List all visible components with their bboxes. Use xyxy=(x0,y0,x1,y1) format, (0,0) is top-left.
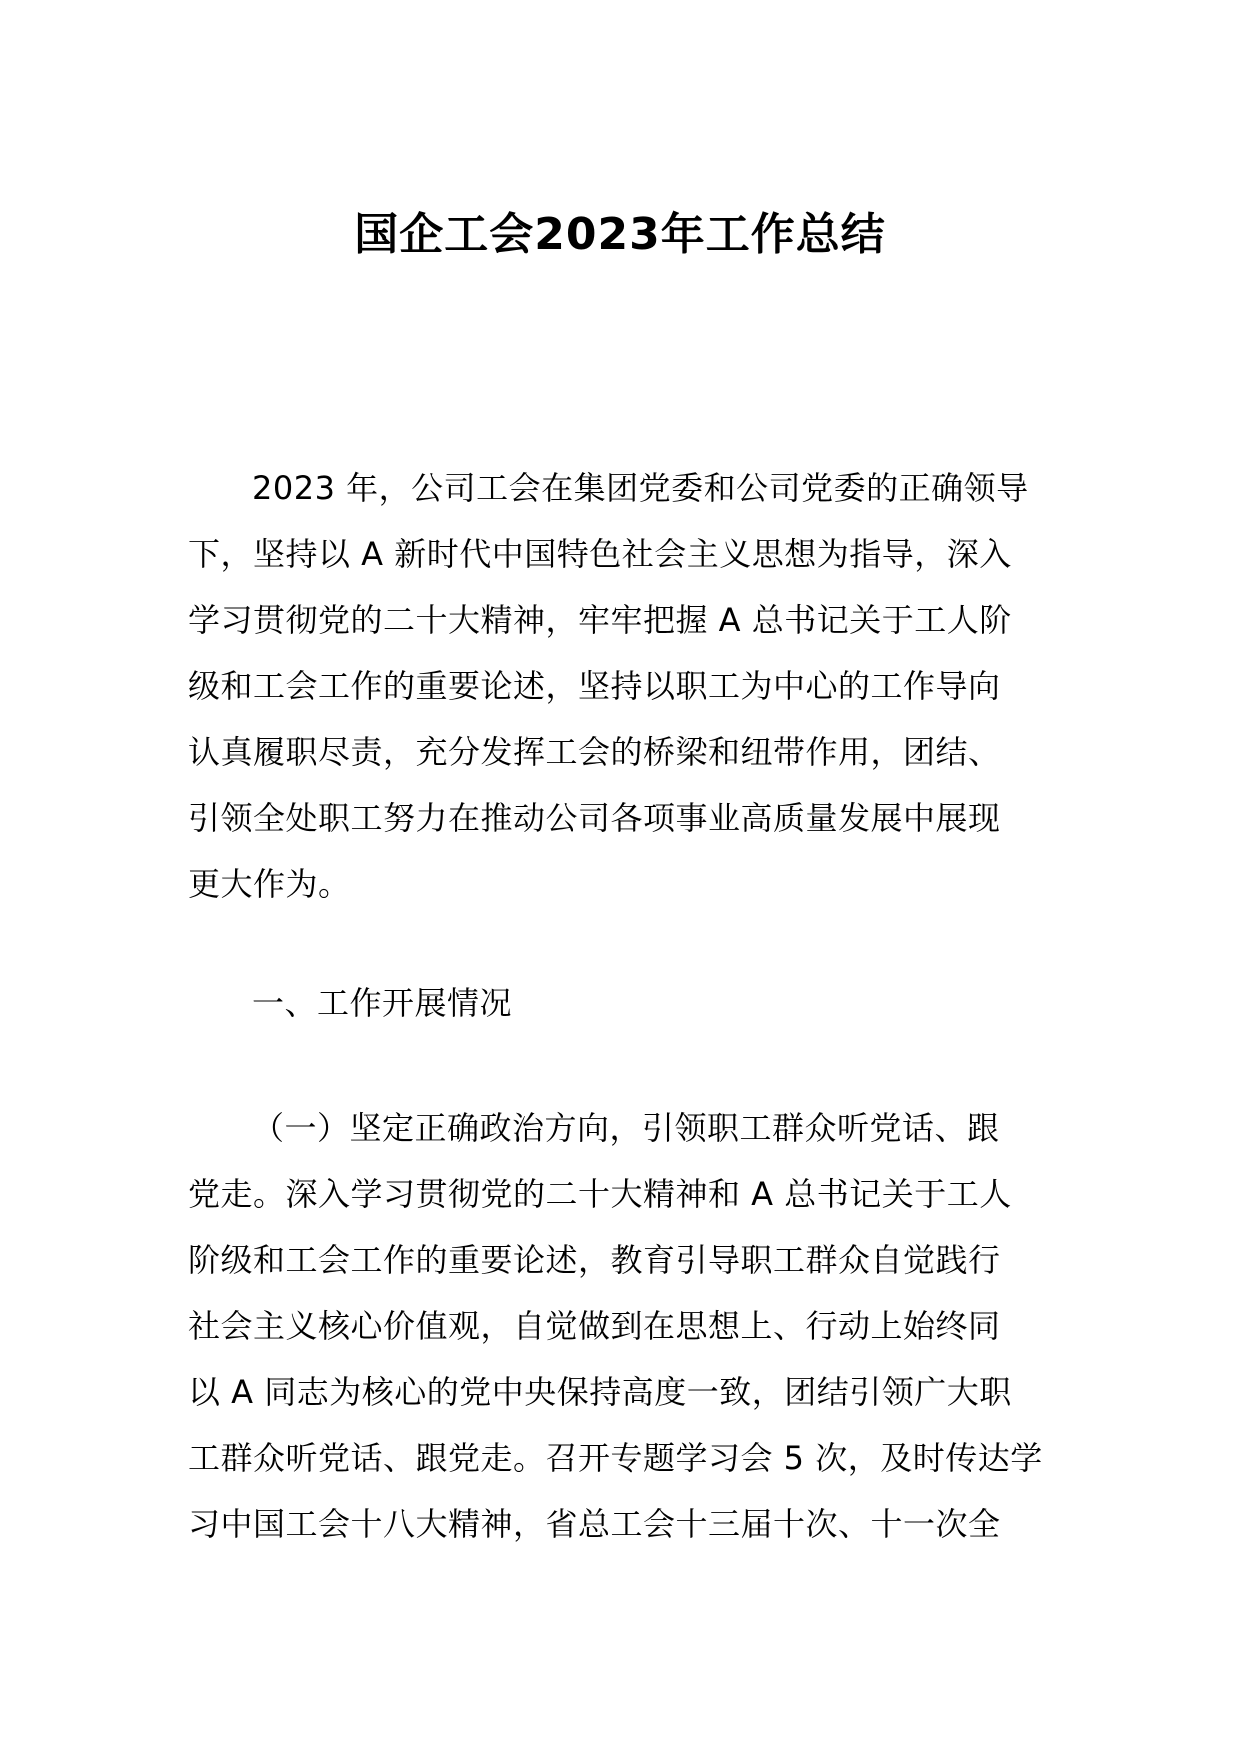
paragraph-line: 2023 年，公司工会在集团党委和公司党委的正确领导 xyxy=(252,469,1029,507)
paragraph-line: 以 A 同志为核心的党中央保持高度一致，团结引领广大职 xyxy=(188,1373,1012,1411)
paragraph-line: 级和工会工作的重要论述，坚持以职工为中心的工作导向 xyxy=(188,667,1001,705)
paragraph-line: 更大作为。 xyxy=(188,865,351,903)
paragraph-line: 认真履职尽责，充分发挥工会的桥梁和纽带作用，团结、 xyxy=(188,733,1001,771)
paragraph-line: 工群众听党话、跟党走。召开专题学习会 5 次，及时传达学 xyxy=(188,1439,1043,1477)
section-heading xyxy=(188,970,1060,1036)
paragraph-line: 下，坚持以 A 新时代中国特色社会主义思想为指导，深入 xyxy=(188,535,1012,573)
paragraph-line: 学习贯彻党的二十大精神，牢牢把握 A 总书记关于工人阶 xyxy=(188,601,1012,639)
paragraph-line: （一）坚定正确政治方向，引领职工群众听党话、跟 xyxy=(252,1109,1000,1147)
paragraph-line: 社会主义核心价值观，自觉做到在思想上、行动上始终同 xyxy=(188,1307,1001,1345)
intro-paragraph xyxy=(188,455,1060,917)
paragraph-line: 党走。深入学习贯彻党的二十大精神和 A 总书记关于工人 xyxy=(188,1175,1012,1213)
subsection-paragraph xyxy=(188,1095,1060,1557)
paragraph-line: 习中国工会十八大精神，省总工会十三届十次、十一次全 xyxy=(188,1505,1001,1543)
document-title: 国企工会2023年工作总结 xyxy=(354,209,886,260)
section-heading-text: 一、工作开展情况 xyxy=(252,984,513,1022)
paragraph-line: 阶级和工会工作的重要论述，教育引导职工群众自觉践行 xyxy=(188,1241,1001,1279)
paragraph-line: 引领全处职工努力在推动公司各项事业高质量发展中展现 xyxy=(188,799,1001,837)
